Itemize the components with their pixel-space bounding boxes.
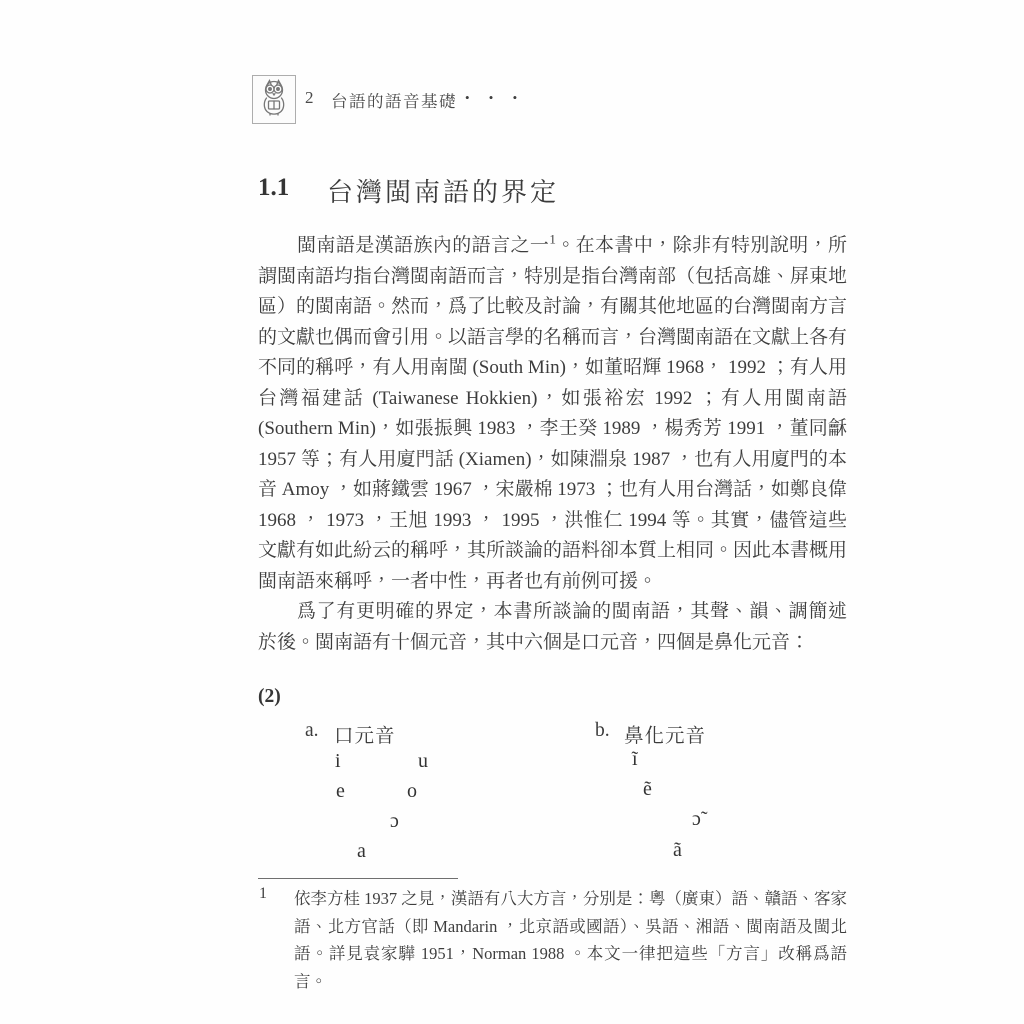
oral-vowel-i: i (335, 750, 341, 772)
example-b-marker: b. (595, 720, 610, 741)
footnote-marker: 1 (259, 885, 267, 902)
oral-vowel-open-o: ɔ (390, 810, 399, 832)
footnote-reference: 1 (549, 231, 556, 247)
owl-logo-icon (258, 78, 290, 121)
vowel-chart (258, 746, 848, 866)
oral-vowel-o: o (407, 780, 417, 802)
nasal-vowel-i: ĩ (632, 748, 638, 770)
body-text (258, 231, 847, 658)
oral-vowel-a: a (357, 840, 366, 862)
footnote-separator-rule (258, 878, 458, 879)
running-head-title: 台語的語音基礎 (331, 92, 457, 111)
paragraph-1-text: 閩南語是漢語族內的語言之一 (297, 235, 550, 256)
oral-vowel-e: e (336, 780, 345, 802)
nasal-vowel-open-o: ɔ̃ (692, 808, 701, 830)
nasal-vowel-a: ã (673, 839, 682, 861)
nasal-vowel-e: ẽ (643, 778, 652, 800)
page-number: 2 (305, 88, 314, 107)
paragraph-1 (258, 231, 847, 597)
example-number-label: (2) (258, 686, 281, 707)
section-title: 台灣閩南語的界定 (327, 178, 560, 207)
oral-vowels-title: 口元音 (334, 726, 396, 747)
example-a-marker: a. (305, 720, 319, 741)
paragraph-1-continued: 。在本書中，除非有特別說明，所謂閩南語均指台灣閩南語而言，特別是指台灣南部（包括高雄、屏東地區）的閩南語。然而，爲了比較及討論，有關其他地區的台灣閩南方言的文獻也偶而會引用。以語言學的名稱而言，台灣閩南語在文獻上各有不同的稱呼，有人用南閩 (South Min)，如董昭輝 1968， 1992 ；有人用台灣福建話 (Taiwanese Hokkien)，如張裕宏 1992 ；有人用閩南語 (Southern Min)，如張振興 1983 ，李壬癸 1989 ，楊秀芳 1991 ，董同龢 1957 等；有人用廈門話 (Xiamen)，如陳淵泉 1987 ，也有人用廈門的本音 Amoy ，如蔣鐵雲 1967 ，宋嚴棉 1973 ；也有人用台灣話，如鄭良偉 1968 ， 1973 ，王旭 1993 ， 1995 ，洪惟仁 1994 等。其實，儘管這些文獻有如此紛云的稱呼，其所談論的語料卻本質上相同。因此本書概用閩南語來稱呼，一者中性，再者也有前例可援。 (258, 235, 848, 592)
oral-vowel-u: u (418, 750, 428, 772)
nasal-vowels-title: 鼻化元音 (624, 726, 707, 747)
running-head-dots: • • • (465, 90, 526, 105)
paragraph-2: 爲了有更明確的界定，本書所談論的閩南語，其聲、韻、調簡述於後。閩南語有十個元音，其中六個是口元音，四個是鼻化元音： (258, 601, 847, 653)
section-number: 1.1 (258, 174, 290, 201)
footnote-text: 依李方桂 1937 之見，漢語有八大方言，分別是：粵（廣東）語、贛語、客家語、北方官話（即 Mandarin ，北京語或國語）、吳語、湘語、閩南語及閩北語。詳見袁家驊 1951，Norman 1988 。本文一律把這些「方言」改稱爲語言。 (294, 889, 847, 991)
publisher-logo-box (252, 75, 296, 124)
